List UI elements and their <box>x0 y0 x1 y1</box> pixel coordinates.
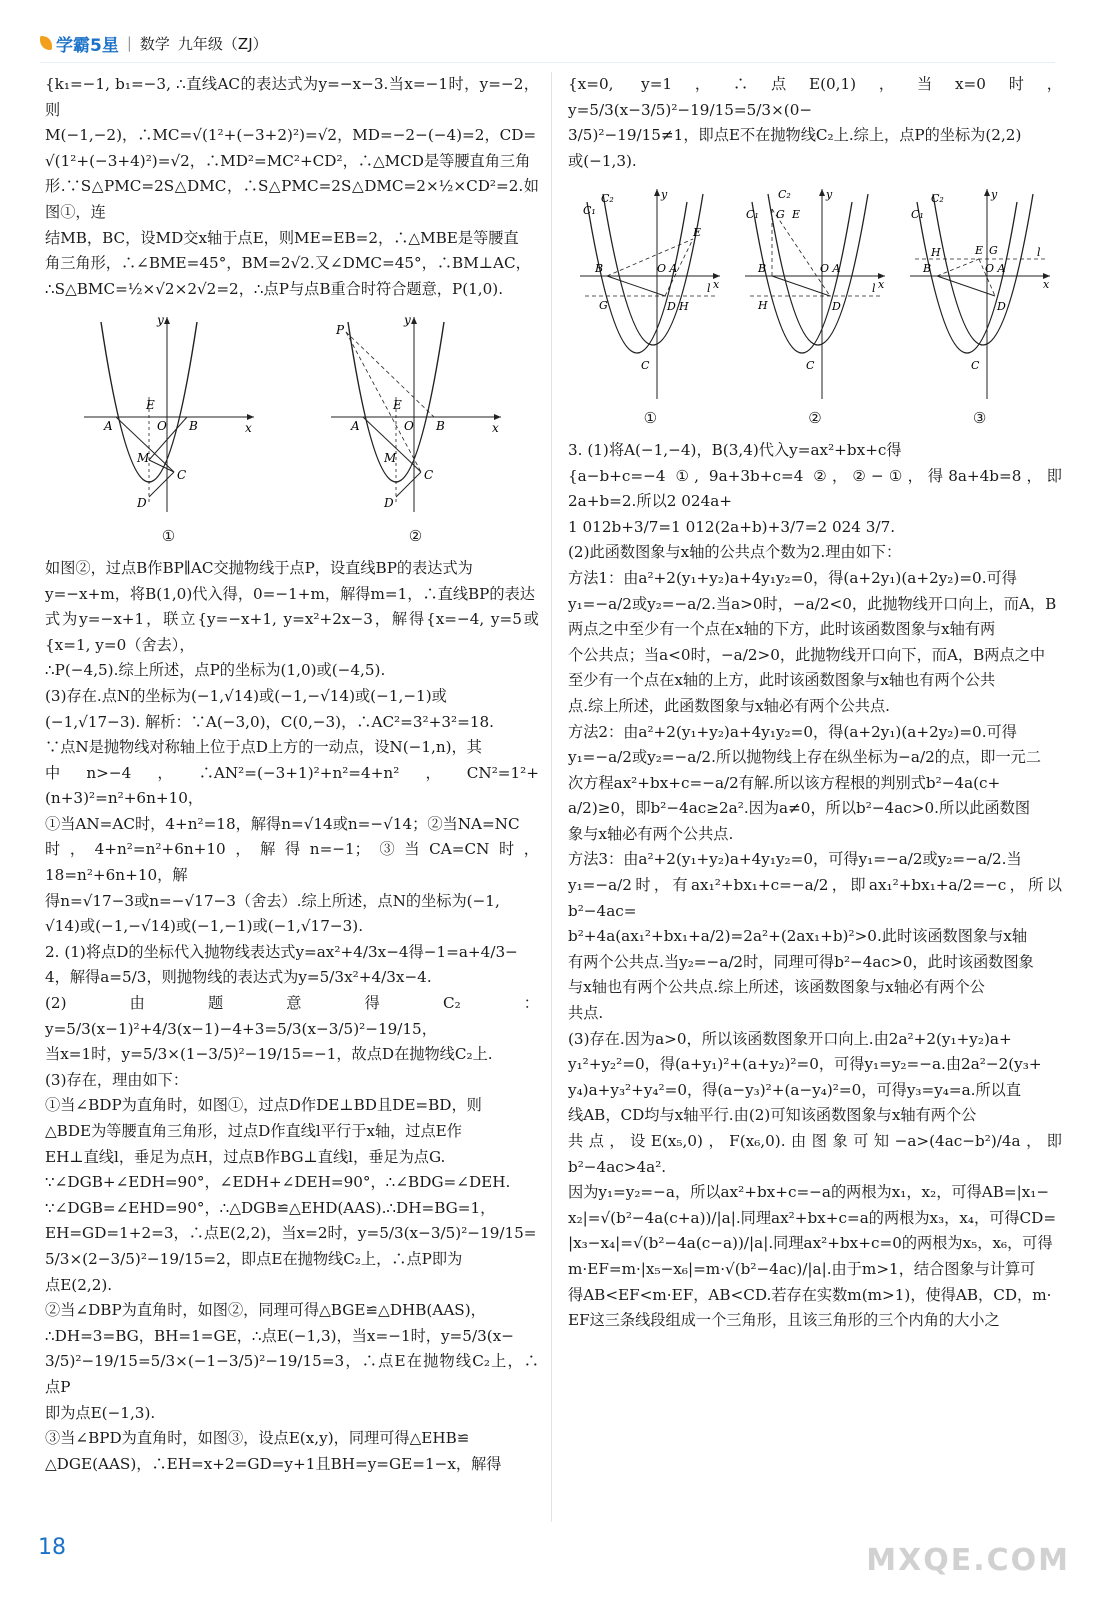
svg-text:A: A <box>103 419 113 434</box>
text-line: 点.综上所述，此函数图象与x轴必有两个公共点. <box>568 696 890 715</box>
svg-text:x: x <box>491 421 499 436</box>
left-figure-2 <box>326 312 506 550</box>
text-line: EF这三条线段组成一个三角形，且该三角形的三个内角的大小之 <box>568 1311 1000 1330</box>
page-number: 18 <box>38 1535 66 1560</box>
svg-text:l: l <box>1036 246 1041 260</box>
svg-text:x: x <box>877 278 885 292</box>
text-line: ∵∠DGB+∠EDH=90°，∠EDH+∠DEH=90°，∴∠BDG=∠DEH. <box>45 1173 511 1192</box>
figure-label: ③ <box>972 409 987 428</box>
brand-mark-icon <box>40 36 52 50</box>
svg-text:M: M <box>136 451 149 466</box>
text-line: EH⊥直线l，垂足为点H，过点B作BG⊥直线l，垂足为点G. <box>45 1147 446 1166</box>
svg-text:C: C <box>641 359 650 373</box>
figure-label: ① <box>643 409 658 428</box>
text-line: 线AB，CD均与x轴平行.由(2)可知该函数图象与x轴有两个公 <box>568 1106 977 1125</box>
svg-text:H: H <box>930 246 941 260</box>
svg-text:y: y <box>990 188 997 202</box>
text-line: 次方程ax²+bx+c=−a/2有解.所以该方程根的判别式b²−4a(c+ <box>568 773 1001 792</box>
svg-text:E: E <box>791 208 801 222</box>
text-line: △DGE(AAS)，∴EH=x+2=GD=y+1且BH=y=GE=1−x，解得 <box>45 1454 502 1473</box>
text-line: M(−1,−2)，∴MC=√(1²+(−3+2)²)=√2，MD=−2−(−4)=2，CD= <box>45 126 537 145</box>
text-line: 因为y₁=y₂=−a，所以ax²+bx+c=−a的两根为x₁，x₂，可得AB=|x₁− <box>568 1183 1050 1202</box>
figure-label: ② <box>408 527 423 546</box>
text-line: 如图②，过点B作BP∥AC交抛物线于点P，设直线BP的表达式为 <box>45 558 473 577</box>
right-bottom-text <box>568 438 1062 1334</box>
text-line: 个公共点；当a<0时，−a/2>0，此抛物线开口向下，而A，B两点之中 <box>568 645 1046 664</box>
svg-text:E: E <box>974 244 983 258</box>
svg-text:C₂: C₂ <box>930 192 944 206</box>
figure-label: ① <box>161 527 176 546</box>
svg-text:B: B <box>757 262 767 276</box>
svg-text:E: E <box>693 226 702 240</box>
svg-text:D: D <box>667 300 677 314</box>
text-line: x₂|=√(b²−4a(c+a))/|a|.同理ax²+bx+c=a的两根为x₃，x₄，可得CD= <box>568 1208 1057 1227</box>
svg-text:B: B <box>188 419 198 434</box>
text-line: 角三角形，∴∠BME=45°，BM=2√2.又∠DMC=45°，∴BM⊥AC， <box>45 254 531 273</box>
text-line: 有两个公共点.当y₂=−a/2时，同理可得b²−4ac>0，此时该函数图象 <box>568 952 1034 971</box>
text-line: 式为y=−x+1，联立{y=−x+1, y=x²+2x−3，解得{x=−4, y=5或{x=1, y=0（舍去）， <box>45 610 539 654</box>
text-line: ∵点N是抛物线对称轴上位于点D上方的一动点，设N(−1,n)，其 <box>45 738 482 757</box>
svg-text:C: C <box>805 359 815 373</box>
text-line: 4，解得a=5/3，则抛物线的表达式为y=5/3x²+4/3x−4. <box>45 968 432 987</box>
text-line: 方法1：由a²+2(y₁+y₂)a+4y₁y₂=0，得(a+2y₁)(a+2y₂)=0.可得 <box>568 568 1017 587</box>
svg-text:G: G <box>988 244 998 258</box>
text-line: ③当∠BPD为直角时，如图③，设点E(x,y)，同理可得△EHB≌ <box>45 1429 470 1448</box>
text-line: 中n>−4，∴AN²=(−3+1)²+n²=4+n²，CN²=1²+(n+3)²=n²+6n+10， <box>45 763 539 808</box>
text-line: 两点之中至少有一个点在x轴的下方，此时该函数图象与x轴有两 <box>568 620 996 639</box>
text-line: m·EF=m·|x₅−x₆|=m·√(b²−4ac)/|a|.由于m>1，结合图象与计算可 <box>568 1259 1036 1278</box>
svg-text:C: C <box>176 468 186 483</box>
text-line: 方法3：由a²+2(y₁+y₂)a+4y₁y₂=0，可得y₁=−a/2或y₂=−a/2.当 <box>568 850 1022 869</box>
svg-text:x: x <box>713 278 720 292</box>
left-column <box>45 72 539 1477</box>
left-figure-1 <box>79 312 259 550</box>
svg-text:D: D <box>136 496 147 511</box>
text-line: 象与x轴必有两个公共点. <box>568 824 734 843</box>
svg-text:B: B <box>922 262 931 276</box>
text-line: ∴DH=3=BG，BH=1=GE，∴点E(−1,3)，当x=−1时，y=5/3(x− <box>45 1326 514 1345</box>
text-line: y₄)a+y₃²+y₄²=0，得(a−y₃)²+(a−y₄)²=0，可得y₃=y₄=a.所以直 <box>568 1080 1022 1099</box>
svg-text:O A: O A <box>657 262 678 276</box>
text-line: y₁=−a/2或y₂=−a/2.当a>0时，−a/2<0，此抛物线开口向上，而A，B <box>568 594 1057 613</box>
right-figure-1 <box>575 184 725 432</box>
svg-text:O A: O A <box>984 262 1006 276</box>
brand-name: 学霸5星 <box>56 35 119 56</box>
text-line: 得n=√17−3或n=−√17−3（舍去）.综上所述，点N的坐标为(−1, <box>45 891 500 910</box>
text-line: (3)存在，理由如下： <box>45 1070 189 1089</box>
parabola-graph-2 <box>326 312 506 522</box>
svg-text:G: G <box>599 299 609 313</box>
text-line: 方法2：由a²+2(y₁+y₂)a+4y₁y₂=0，得(a+2y₁)(a+2y₂)=0.可得 <box>568 722 1017 741</box>
text-line: 共点，设E(x₅,0)，F(x₆,0).由图象可知−a>(4ac−b²)/4a，即b²−4ac>4a². <box>568 1132 1062 1176</box>
text-line: ∵∠DGB=∠EHD=90°，∴△DGB≌△EHD(AAS).∴DH=BG=1， <box>45 1198 496 1217</box>
svg-text:D: D <box>383 496 394 511</box>
svg-text:C: C <box>970 359 980 373</box>
text-line: (−1,√17−3). 解析：∵A(−3,0)，C(0,−3)，∴AC²=3²+3²=18. <box>45 712 494 731</box>
parabola-graph-1 <box>79 312 259 522</box>
two-parabola-graph-3 <box>905 184 1055 404</box>
column-divider <box>551 72 552 1522</box>
text-line: (3)存在.点N的坐标为(−1,√14)或(−1,−√14)或(−1,−1)或 <box>45 686 447 705</box>
svg-text:O A: O A <box>819 262 841 276</box>
text-line: 1 012b+3/7=1 012(2a+b)+3/7=2 024 3/7. <box>568 517 896 536</box>
svg-text:E: E <box>392 398 402 413</box>
left-top-text <box>45 72 539 302</box>
text-line: {k₁=−1, b₁=−3, ∴直线AC的表达式为y=−x−3.当x=−1时，y=−2，则 <box>45 75 539 119</box>
svg-text:O: O <box>156 419 167 434</box>
svg-text:O: O <box>403 419 414 434</box>
svg-text:y: y <box>156 313 164 328</box>
page-header <box>40 28 268 58</box>
svg-text:H: H <box>757 299 768 313</box>
svg-text:C₂: C₂ <box>777 188 791 202</box>
left-bottom-text <box>45 556 539 1477</box>
svg-text:G: G <box>775 208 785 222</box>
right-column <box>568 72 1062 1334</box>
right-figure-row <box>568 184 1062 432</box>
right-figure-2 <box>740 184 890 432</box>
svg-text:y: y <box>661 188 668 202</box>
svg-text:l: l <box>871 282 876 296</box>
svg-text:y: y <box>403 313 411 328</box>
subject-label: 数学 <box>139 34 170 53</box>
text-line: (3)存在.因为a>0，所以该函数图象开口向上.由2a²+2(y₁+y₂)a+ <box>568 1029 1012 1048</box>
svg-text:l: l <box>707 282 711 296</box>
text-line: y₁=−a/2时，有ax₁²+bx₁+c=−a/2，即ax₁²+bx₁+a/2=−c，所以b²−4ac= <box>568 876 1062 920</box>
svg-text:P: P <box>335 323 344 338</box>
text-line: ∴P(−4,5).综上所述，点P的坐标为(1,0)或(−4,5). <box>45 661 386 680</box>
text-line: 2. (1)将点D的坐标代入抛物线表达式y=ax²+4/3x−4得−1=a+4/3− <box>45 942 518 961</box>
grade-label: 九年级（ZJ） <box>177 34 268 53</box>
text-line: √(1²+(−3+4)²)=√2，∴MD²=MC²+CD²，∴△MCD是等腰直角三角 <box>45 151 531 170</box>
svg-text:C₁: C₁ <box>745 208 759 222</box>
text-line: ②当∠DBP为直角时，如图②，同理可得△BGE≌△DHB(AAS)， <box>45 1301 486 1320</box>
text-line: 形.∵S△PMC=2S△DMC，∴S△PMC=2S△DMC=2×½×CD²=2.如图①，连 <box>45 177 539 221</box>
text-line: 得AB<EF<m·EF，AB<CD.若存在实数m(m>1)，使得AB，CD，m· <box>568 1285 1052 1304</box>
text-line: ①当AN=AC时，4+n²=18，解得n=√14或n=−√14；②当NA=NC <box>45 814 520 833</box>
brand-logo <box>40 31 119 56</box>
svg-text:C₁: C₁ <box>910 208 924 222</box>
svg-text:B: B <box>435 419 445 434</box>
text-line: (2)此函数图象与x轴的公共点个数为2.理由如下： <box>568 543 902 562</box>
text-line: 时，4+n²=n²+6n+10，解得n=−1；③当CA=CN时，18=n²+6n+10，解 <box>45 840 539 885</box>
text-line: 5/3×(2−3/5)²−19/15=2，即点E在抛物线C₂上，∴点P即为 <box>45 1249 463 1268</box>
text-line: 点E(2,2). <box>45 1275 113 1294</box>
svg-text:x: x <box>244 421 252 436</box>
left-figure-row <box>45 312 539 550</box>
svg-text:A: A <box>350 419 360 434</box>
text-line: y₁²+y₂²=0，得(a+y₁)²+(a+y₂)²=0，可得y₁=y₂=−a.由2a²−2(y₃+ <box>568 1055 1042 1074</box>
text-line: |x₃−x₄|=√(b²−4a(c−a))/|a|.同理ax²+bx+c=0的两根为x₅，x₆，可得 <box>568 1234 1053 1253</box>
text-line: (2)由题意得C₂：y=5/3(x−1)²+4/3(x−1)−4+3=5/3(x−3/5)²−19/15， <box>45 994 539 1038</box>
svg-text:y: y <box>825 188 833 202</box>
text-line: 共点. <box>568 1004 604 1023</box>
text-line: √14)或(−1,−√14)或(−1,−1)或(−1,√17−3). <box>45 917 364 936</box>
text-line: a/2)≥0，即b²−4ac≥2a².因为a≠0，所以b²−4ac>0.所以此函数图 <box>568 799 1031 818</box>
text-line: 3. (1)将A(−1,−4)，B(3,4)代入y=ax²+bx+c得 <box>568 440 902 459</box>
svg-text:D: D <box>831 300 841 314</box>
text-line: {x=0, y=1，∴点E(0,1)，当x=0时，y=5/3(x−3/5)²−19/15=5/3×(0− <box>568 75 1062 119</box>
text-line: 至少有一个点在x轴的上方，此时该函数图象与x轴也有两个公共 <box>568 671 996 690</box>
text-line: 即为点E(−1,3). <box>45 1403 156 1422</box>
right-figure-3 <box>905 184 1055 432</box>
svg-text:H: H <box>679 300 689 314</box>
svg-text:D: D <box>996 300 1006 314</box>
text-line: 结MB，BC，设MD交x轴于点E，则ME=EB=2，∴△MBE是等腰直 <box>45 228 519 247</box>
text-line: 3/5)²−19/15=5/3×(−1−3/5)²−19/15=3，∴点E在抛物线C₂上，∴点P <box>45 1352 539 1396</box>
site-watermark: MXQE.COM <box>866 1543 1070 1578</box>
svg-text:E: E <box>145 398 155 413</box>
svg-text:x: x <box>1042 278 1049 292</box>
text-line: EH=GD=1+2=3，∴点E(2,2)，当x=2时，y=5/3(x−3/5)²−19/15= <box>45 1224 537 1243</box>
svg-text:M: M <box>383 451 396 466</box>
text-line: b²+4a(ax₁²+bx₁+a/2)=2a²+(2ax₁+b)²>0.此时该函数图象与x轴 <box>568 927 1028 946</box>
two-parabola-graph-2 <box>740 184 890 404</box>
svg-text:B: B <box>595 262 604 276</box>
text-line: y₁=−a/2或y₂=−a/2.所以抛物线上存在纵坐标为−a/2的点，即一元二 <box>568 748 1042 767</box>
text-line: y=−x+m，将B(1,0)代入得，0=−1+m，解得m=1，∴直线BP的表达 <box>45 584 535 603</box>
text-line: 或(−1,3). <box>568 151 637 170</box>
header-rule <box>40 62 1055 63</box>
text-line: △BDE为等腰直角三角形，过点D作直线l平行于x轴，过点E作 <box>45 1122 462 1140</box>
svg-text:C₂: C₂ <box>601 192 615 206</box>
text-line: 与x轴也有两个公共点.综上所述，该函数图象与x轴必有两个公 <box>568 978 985 997</box>
text-line: 3/5)²−19/15≠1，即点E不在抛物线C₂上.综上，点P的坐标为(2,2) <box>568 126 1022 145</box>
header-separator: | <box>126 34 132 52</box>
text-line: 当x=1时，y=5/3×(1−3/5)²−19/15=−1，故点D在抛物线C₂上. <box>45 1045 493 1064</box>
figure-label: ② <box>808 409 822 428</box>
svg-text:C: C <box>423 468 433 483</box>
text-line: ∴S△BMC=½×√2×2√2=2，∴点P与点B重合时符合题意，P(1,0). <box>45 279 504 298</box>
svg-text:C₁: C₁ <box>583 204 597 218</box>
two-parabola-graph-1 <box>575 184 725 404</box>
right-top-text <box>568 72 1062 174</box>
text-line: ①当∠BDP为直角时，如图①，过点D作DE⊥BD且DE=BD，则 <box>45 1096 482 1115</box>
text-line: {a−b+c=−4 ①, 9a+3b+c=4 ②，②−①，得8a+4b=8，即2a+b=2.所以2 024a+ <box>568 466 1062 511</box>
